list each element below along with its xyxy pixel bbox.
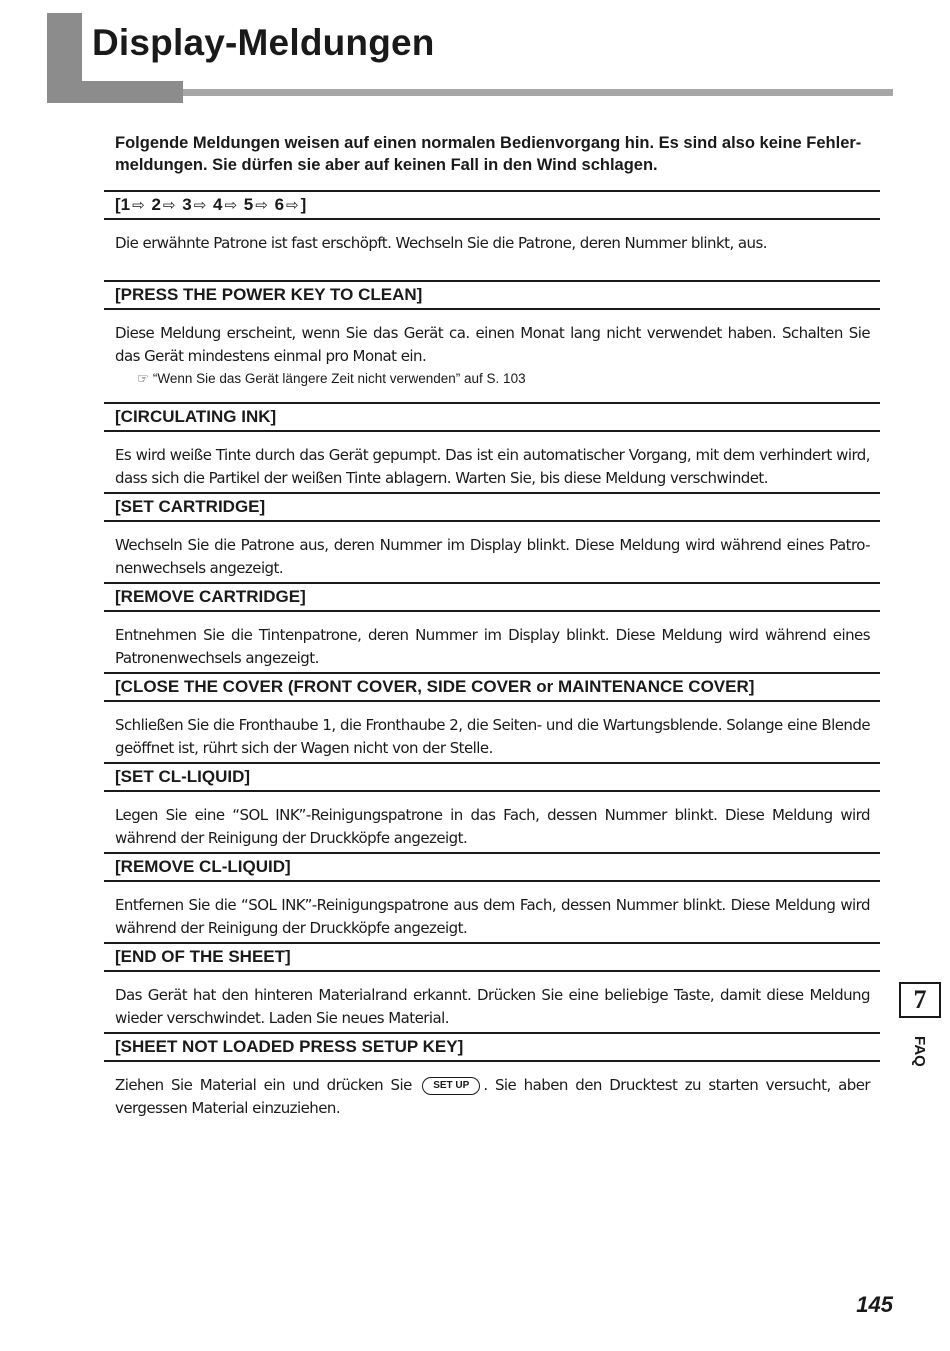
message-list [104, 190, 880, 1122]
message-heading: [SET CARTRIDGE] [104, 492, 880, 522]
message-description: Wechseln Sie die Patrone aus, deren Nummer im Display blinkt. Diese Meldung wird während eines Patro-nenwechsels angezeigt. [115, 536, 870, 577]
message-heading: [SET CL-LIQUID] [104, 762, 880, 792]
arrow-icon: ⇨ [255, 197, 268, 214]
arrow-icon: ⇨ [162, 197, 176, 214]
page-reference[interactable]: ☞ “Wenn Sie das Gerät längere Zeit nicht verwenden” auf S. 103 [137, 371, 526, 386]
message-description: Legen Sie eine “SOL INK”-Reinigungspatrone in das Fach, dessen Nummer blinkt. Diese Meldung wird während der Reinigung der Druckköpfe angezeigt. [115, 806, 870, 847]
message-heading: [SHEET NOT LOADED PRESS SETUP KEY] [104, 1032, 880, 1062]
pointing-hand-icon: ☞ [137, 371, 150, 386]
message-set-cl-liquid [104, 762, 880, 852]
message-description: Schließen Sie die Fronthaube 1, die Fronthaube 2, die Seiten- und die Wartungsblende. Solange eine Blende geöffnet ist, rührt sich der Wagen nicht von der Stelle. [115, 716, 870, 757]
message-set-cartridge [104, 492, 880, 582]
page-number: 145 [856, 1292, 893, 1317]
intro-text: Folgende Meldungen weisen auf einen normalen Bedienvorgang hin. Es sind also keine Fehler-meldungen. Sie dürfen sie aber auf keinen Fall in den Wind schlagen. [115, 134, 862, 174]
chapter-label: FAQ [911, 1036, 928, 1067]
message-remove-cartridge [104, 582, 880, 672]
message-description: Entfernen Sie die “SOL INK”-Reinigungspatrone aus dem Fach, dessen Nummer blinkt. Diese Meldung wird während der Reinigung der Druckköpfe angezeigt. [115, 896, 870, 937]
message-remove-cl-liquid [104, 852, 880, 942]
message-description: Die erwähnte Patrone ist fast erschöpft. Wechseln Sie die Patrone, deren Nummer blinkt, aus. [115, 234, 767, 252]
message-description: Diese Meldung erscheint, wenn Sie das Gerät ca. einen Monat lang nicht verwendet haben. Schalten Sie das Gerät mindestens einmal pro Monat ein. ☞ “Wenn Sie das Gerät längere Zeit nicht verwenden” auf S. 103 [104, 310, 880, 402]
message-heading: [CLOSE THE COVER (FRONT COVER, SIDE COVER or MAINTENANCE COVER] [104, 672, 880, 702]
page-title: Display-Meldungen [92, 22, 435, 63]
header-rule [183, 89, 893, 96]
message-heading: [1 ⇨ 2 ⇨ 3 ⇨ 4 ⇨ 5 ⇨ 6 ⇨ ] [104, 190, 880, 220]
message-heading: [END OF THE SHEET] [104, 942, 880, 972]
arrow-icon: ⇨ [193, 197, 207, 214]
message-heading: [CIRCULATING INK] [104, 402, 880, 432]
message-heading: [REMOVE CARTRIDGE] [104, 582, 880, 612]
message-press-power-key [104, 280, 880, 402]
arrow-icon: ⇨ [286, 197, 299, 214]
message-circulating-ink [104, 402, 880, 492]
message-description: Es wird weiße Tinte durch das Gerät gepumpt. Das ist ein automatischer Vorgang, mit dem verhindert wird, dass sich die Partikel der weißen Tinte ablagern. Warten Sie, bis diese Meldung verschwindet. [115, 446, 870, 487]
arrow-icon: ⇨ [224, 197, 238, 214]
arrow-icon: ⇨ [132, 197, 145, 214]
message-close-cover [104, 672, 880, 762]
message-end-of-sheet [104, 942, 880, 1032]
setup-key-icon: SET UP [422, 1077, 480, 1095]
message-heading: [PRESS THE POWER KEY TO CLEAN] [104, 280, 880, 310]
message-description: Ziehen Sie Material ein und drücken Sie SET UP . Sie haben den Drucktest zu starten versucht, aber vergessen Material einzuziehen. [115, 1076, 870, 1117]
message-description: Das Gerät hat den hinteren Materialrand erkannt. Drücken Sie eine beliebige Taste, damit diese Meldung wieder verschwindet. Laden Sie neues Material. [115, 986, 870, 1027]
message-description: Entnehmen Sie die Tintenpatrone, deren Nummer im Display blinkt. Diese Meldung wird während eines Patronenwechsels angezeigt. [115, 626, 870, 667]
message-heading: [REMOVE CL-LIQUID] [104, 852, 880, 882]
message-sheet-not-loaded [104, 1032, 880, 1122]
message-cartridge-numbers [104, 190, 880, 280]
chapter-tab[interactable]: 7 [899, 982, 941, 1018]
